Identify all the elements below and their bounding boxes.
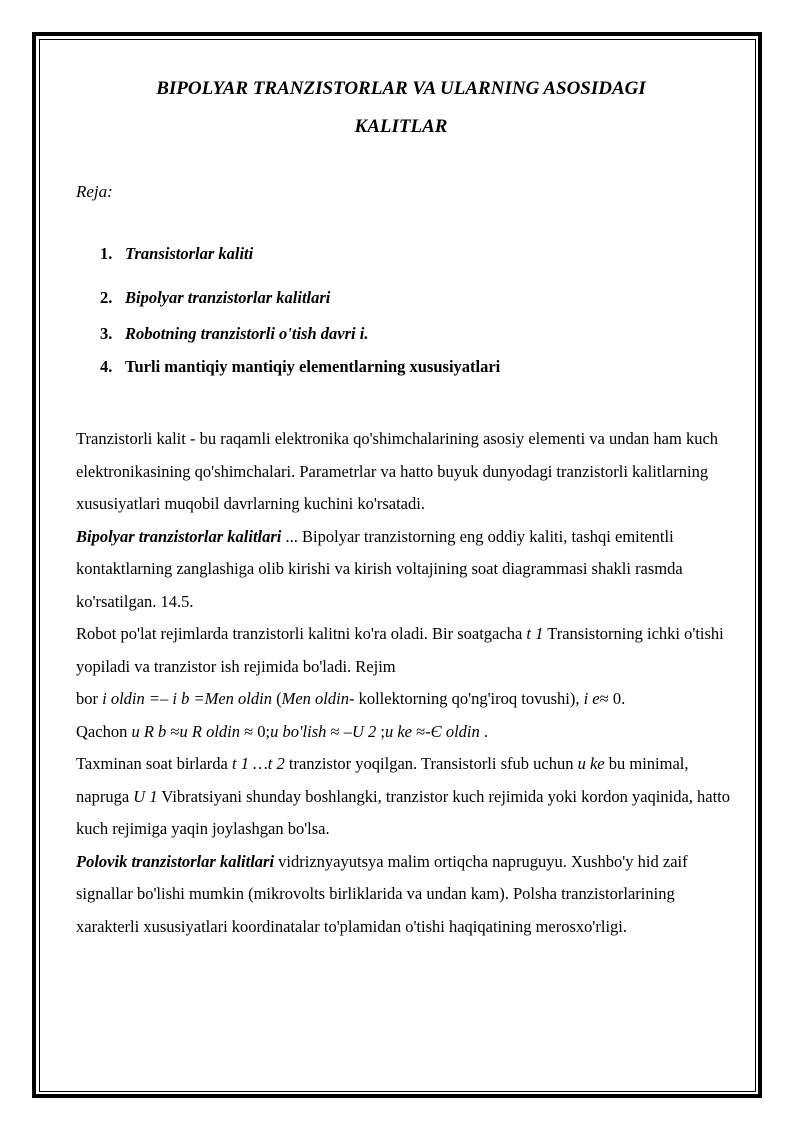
field-effect-heading: Polovik tranzistorlar kalitlari: [76, 851, 275, 871]
plan-item: 1. Transistorlar kaliti: [100, 244, 254, 263]
paragraph-field-effect: Polovik tranzistorlar kalitlari vidriznyayutsya malim ortiqcha napruguyu. Xushbo'y hid zaif signallar bo'lishi mumkin (mikrovolts birliklarida va undan kam). Polsha tranzistorlarining xarakterli xususiyatlari koordinatalar to'plamidan o'tishi haqiqatining merosxo'rligi.: [76, 851, 688, 936]
title-line-1: BIPOLYAR TRANZISTORLAR VA ULARNING ASOSIDAGI: [156, 78, 646, 99]
document-title: [76, 70, 726, 146]
title-line-2: KALITLAR: [354, 116, 448, 137]
paragraph-robot: Robot po'lat rejimlarda tranzistorli kalitni ko'ra oladi. Bir soatgacha t 1 Transistorning ichki o'tishi yopiladi va tranzistor ish rejimida bo'ladi. Rejim bor i oldin =– i b =Men oldin (Men oldin- kollektorning qo'ng'iroq tovushi), i e≈ 0. Qachon u R b ≈u R oldin ≈ 0;u bo'lish ≈ –U 2 ;u ke ≈-Є oldin .: [76, 624, 724, 741]
plan-item: 2. Bipolyar tranzistorlar kalitlari: [100, 288, 331, 307]
bipolar-heading: Bipolyar tranzistorlar kalitlari: [76, 526, 282, 546]
document-body: [76, 423, 736, 943]
paragraph-bipolar: Bipolyar tranzistorlar kalitlari ... Bipolyar tranzistorning eng oddiy kaliti, tashqi emitentli kontaktlarning zanglashiga olib kirishi va kirish voltajining soat diagrammasi shakli rasmda ko'rsatilgan. 14.5.: [76, 526, 683, 611]
document-content: [76, 70, 731, 936]
plan-heading: Reja:: [76, 182, 113, 201]
plan-item: 3. Robotning tranzistorli o'tish davri i.: [100, 324, 369, 343]
paragraph-time: Taxminan soat birlarda t 1 …t 2 tranzistor yoqilgan. Transistorli sfub uchun u ke bu minimal, napruga U 1 Vibratsiyani shunday boshlangki, tranzistor kuch rejimida yoki kordon yaqinida, hatto kuch rejimiga yaqin joylashgan bo'lsa.: [76, 754, 731, 838]
paragraph-intro: Tranzistorli kalit - bu raqamli elektronika qo'shimchalarining asosiy elementi va undan ham kuch elektronikasining qo'shimchalari. Parametrlar va hatto buyuk dunyodagi tranzistorli kalitlarning xususiyatlari muqobil davrlarning kuchini ko'rsatadi.: [76, 429, 719, 513]
plan-item: 4. Turli mantiqiy mantiqiy elementlarning xususiyatlari: [100, 357, 501, 376]
